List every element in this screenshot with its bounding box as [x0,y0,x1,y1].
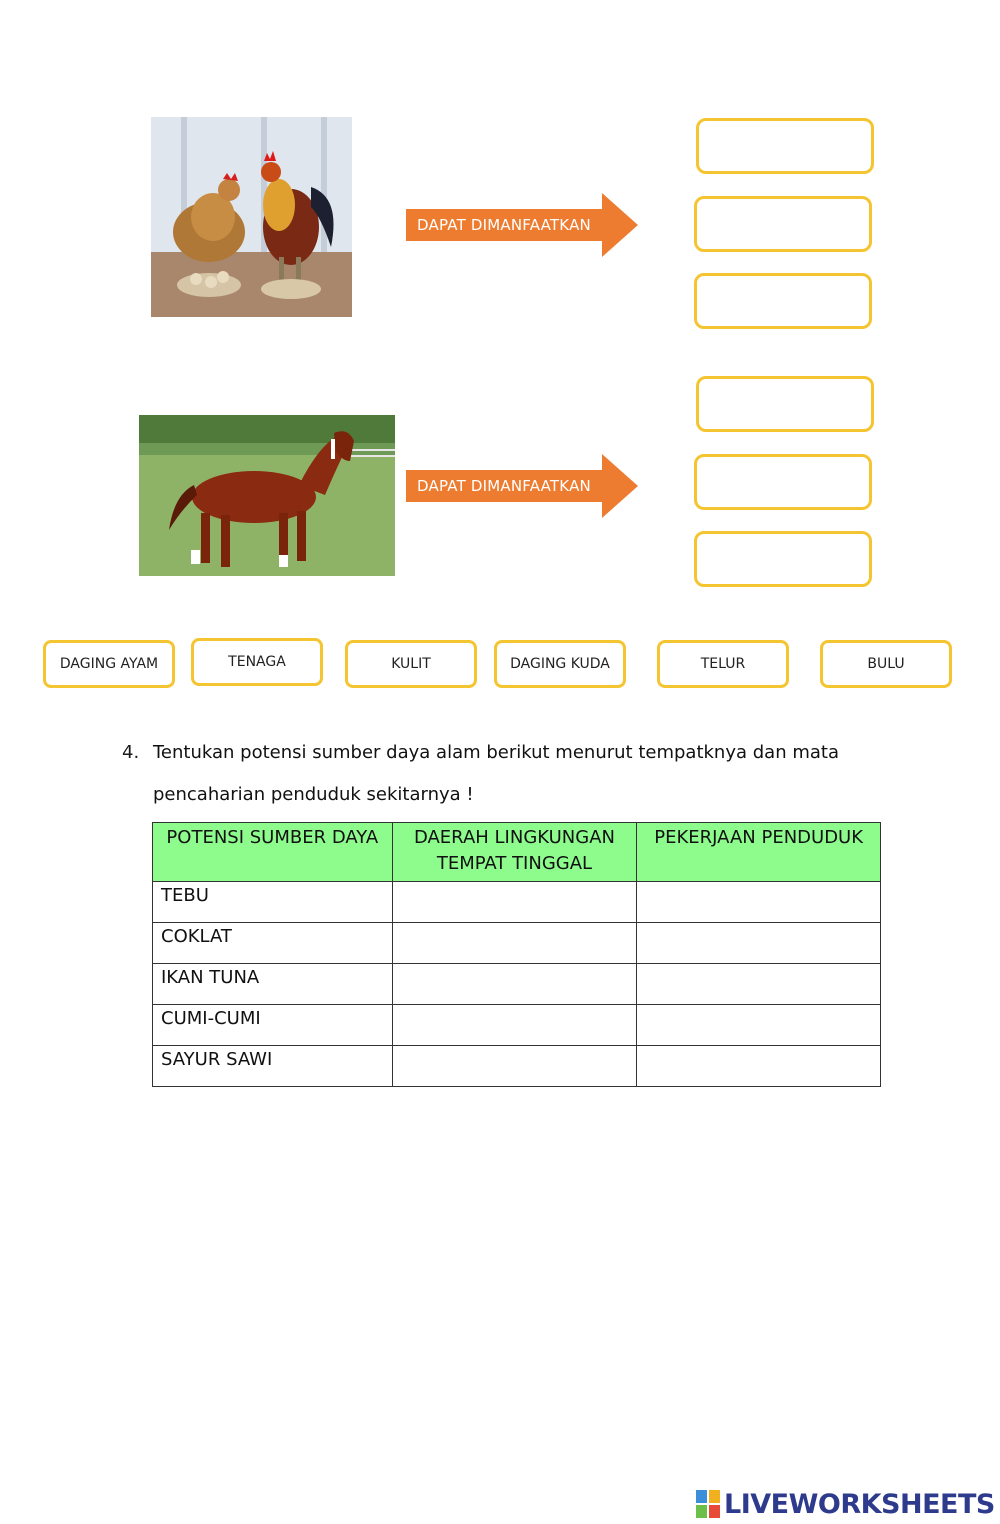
daerah-input[interactable] [393,882,637,922]
logo-mark-icon [696,1490,720,1518]
pekerjaan-input[interactable] [637,882,880,922]
answer-dropzone-chicken-1[interactable] [696,118,874,174]
pekerjaan-input[interactable] [637,1005,880,1045]
question-text-line1: Tentukan potensi sumber daya alam berikut menurut tempatknya dan mata [153,742,839,763]
pekerjaan-cell[interactable] [637,1005,881,1046]
word-chip-bulu[interactable]: BULU [820,640,952,688]
arrow-1 [406,193,638,257]
pekerjaan-cell[interactable] [637,1046,881,1087]
daerah-cell[interactable] [392,1005,637,1046]
daerah-input[interactable] [393,1046,637,1086]
daerah-input[interactable] [393,923,637,963]
answer-dropzone-horse-2[interactable] [694,454,872,510]
word-chip-daging-kuda[interactable]: DAGING KUDA [494,640,626,688]
logo-text: LIVEWORKSHEETS [724,1488,995,1520]
resource-name: SAYUR SAWI [153,1046,393,1087]
resource-name: CUMI-CUMI [153,1005,393,1046]
word-chip-telur[interactable]: TELUR [657,640,789,688]
question-number: 4. [122,742,140,763]
table-row [153,964,881,1005]
pekerjaan-cell[interactable] [637,882,881,923]
resource-name: IKAN TUNA [153,964,393,1005]
word-chip-tenaga[interactable]: TENAGA [191,638,323,686]
daerah-cell[interactable] [392,882,637,923]
liveworksheets-logo [696,1488,995,1520]
daerah-input[interactable] [393,964,637,1004]
arrow-label: DAPAT DIMANFAATKAN [417,216,591,234]
arrow-2 [406,454,638,518]
table-row [153,1046,881,1087]
question-text-line2: pencaharian penduduk sekitarnya ! [153,784,474,805]
header-potensi: POTENSI SUMBER DAYA [153,823,393,882]
word-chip-daging-ayam[interactable]: DAGING AYAM [43,640,175,688]
pekerjaan-input[interactable] [637,923,880,963]
resource-table [152,822,881,1087]
table-row [153,882,881,923]
answer-dropzone-chicken-2[interactable] [694,196,872,252]
header-pekerjaan: PEKERJAAN PENDUDUK [637,823,881,882]
answer-dropzone-horse-3[interactable] [694,531,872,587]
daerah-cell[interactable] [392,923,637,964]
daerah-input[interactable] [393,1005,637,1045]
answer-dropzone-chicken-3[interactable] [694,273,872,329]
answer-dropzone-horse-1[interactable] [696,376,874,432]
pekerjaan-cell[interactable] [637,923,881,964]
table-row [153,923,881,964]
horse-photo [139,415,395,576]
daerah-cell[interactable] [392,964,637,1005]
pekerjaan-input[interactable] [637,964,880,1004]
resource-name: COKLAT [153,923,393,964]
daerah-cell[interactable] [392,1046,637,1087]
chicken-photo [151,117,352,317]
pekerjaan-cell[interactable] [637,964,881,1005]
table-header-row [153,823,881,882]
resource-name: TEBU [153,882,393,923]
table-row [153,1005,881,1046]
header-daerah: DAERAH LINGKUNGAN TEMPAT TINGGAL [392,823,637,882]
pekerjaan-input[interactable] [637,1046,880,1086]
arrow-label: DAPAT DIMANFAATKAN [417,477,591,495]
word-chip-kulit[interactable]: KULIT [345,640,477,688]
